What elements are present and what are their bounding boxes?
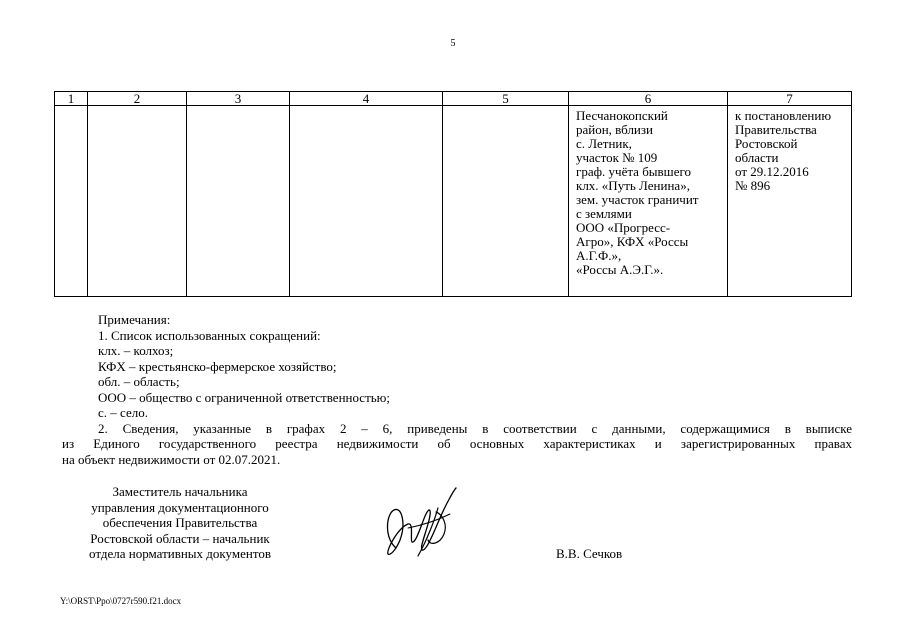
column-header-3: 3 [187, 92, 290, 106]
signer-title-line: Заместитель начальника [112, 484, 248, 499]
table-cell-col2 [88, 106, 187, 297]
column-header-7: 7 [728, 92, 852, 106]
file-path: Y:\ORST\Ppo\0727r590.f21.docx [60, 596, 182, 606]
notes-item-2-line-3: на объект недвижимости от 02.07.2021. [62, 451, 281, 467]
table-cell-decree [728, 106, 852, 297]
notes-section [62, 312, 852, 467]
table-cell-col5 [443, 106, 569, 297]
location-description: Песчанокопский район, вблизи с. Летник, участок № 109 граф. учёта бывшего клх. «Путь Ленина», зем. участок граничит с землями ООО «Прогресс- Агро», КФХ «Россы А.Г.Ф.», «Россы А.Э.Г.». [576, 108, 699, 277]
decree-reference: к постановлению Правительства Ростовской области от 29.12.2016 № 896 [735, 108, 832, 193]
column-header-4: 4 [290, 92, 443, 106]
signer-title-line: управления документационного [91, 499, 269, 515]
table-cell-col3 [187, 106, 290, 297]
document-table [54, 91, 852, 297]
signer-title-line: Ростовской области – начальник [90, 530, 270, 546]
table-cell-location [569, 106, 728, 297]
table-cell-col1 [55, 106, 88, 297]
notes-item-2-line-2: из Единого государственного реестра недвижимости об основных характеристиках и зарегистрированных правах [62, 436, 852, 451]
page-number: 5 [450, 38, 456, 49]
abbreviation-item: КФХ – крестьянско-фермерское хозяйство; [98, 358, 337, 374]
handwritten-signature [378, 484, 464, 564]
column-header-5: 5 [443, 92, 569, 106]
column-header-1: 1 [55, 92, 88, 106]
signer-name: В.В. Сечков [556, 546, 623, 561]
notes-heading: Примечания: [98, 312, 171, 327]
abbreviation-item: с. – село. [98, 405, 148, 420]
table-cell-col4 [290, 106, 443, 297]
abbreviation-item: обл. – область; [98, 374, 180, 389]
abbreviation-item: ООО – общество с ограниченной ответственностью; [98, 389, 391, 405]
table-header-row [55, 92, 852, 106]
notes-item-1: 1. Список использованных сокращений: [98, 327, 321, 343]
abbreviation-item: клх. – колхоз; [98, 343, 174, 358]
signer-title [60, 484, 300, 562]
signer-title-line: отдела нормативных документов [89, 546, 271, 561]
table-row [55, 106, 852, 297]
column-header-2: 2 [88, 92, 187, 106]
signer-title-line: обеспечения Правительства [102, 515, 258, 530]
notes-item-2-line-1: 2. Сведения, указанные в графах 2 – 6, приведены в соответствии с данными, содержащимися в выписке [98, 420, 852, 436]
column-header-6: 6 [569, 92, 728, 106]
